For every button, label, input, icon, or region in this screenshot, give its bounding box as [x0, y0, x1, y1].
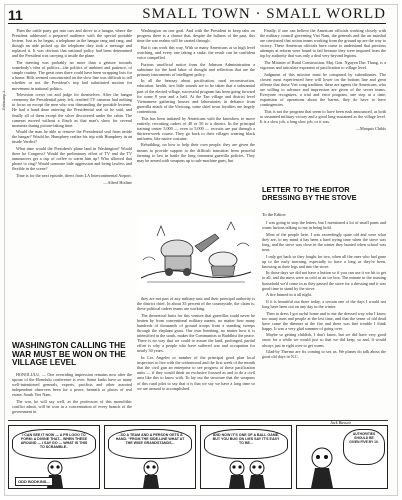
- paragraph: Rebuilding, on how to help their own people, they are given the means to provide support to the difficult transition from peaceful farming to law in battle the long comment guerrilla policies. They may be armed with weapons up to sub-machine guns, but: [137, 142, 255, 163]
- paragraph: Washington on one goal. And with the President to keep tabs on progress there is a chance that, despite the failures of the past, this time the war realms will be carried through.: [137, 28, 255, 44]
- page-number: 11: [8, 7, 23, 23]
- comic-strip: [8, 420, 388, 492]
- paragraph: Most of the people here, I was exceedingly quite old and were what they are, to my mind it has been a hard trying time when the stove was long, and the stove was close in the winter they hunted when school was near.: [262, 231, 386, 252]
- paragraph: If it is beautiful out there today, a certain one of the days I would not long have been out on any day in the winter.: [262, 298, 386, 309]
- paragraph: The theoretical basis for this venture that guerrillas could never be beaten by from conventional military means, no matter how many hundreds of thousands of ground troops from a standing sweeps through the elephant grass. Our own bombing, no matter how it is intensified in the south, makes the Communists to Buddhist the peace. There is no way that we could to assure the land, prolonged, partial effort is why a people who have suffered war and occupation for nearly 30 years.: [137, 312, 255, 354]
- cartoon-character-figure: [223, 460, 271, 488]
- paragraph: HONOLULU. — One overriding impression remains now after the uproar of the Honolulu conference is over. Some kinks have so many well-intentioned generals, experts, pacifists and other assorted independent observers been for a peace, beneath or places of real estate, South Viet Nam.: [12, 372, 132, 398]
- paragraph: Would the man be able to remove the Presidential seal from inside the hangar? Would he, Humphrey realize his trip with Humphrey in an inside Verdict?: [12, 129, 132, 145]
- comic-panel-4: [296, 425, 388, 489]
- paragraph: Glad-by Thermo are fix coming to sex us. We planes do talk about the good old days in N.C.: [262, 349, 386, 360]
- headline-washington-calling: WASHINGTON CALLING THE WAR MUST BE WON ON THE VILLAGE LEVEL: [12, 341, 126, 368]
- comic-panel-3: [200, 425, 292, 489]
- paragraph: In those days we did not have a button so if you can use it we hit to get to all, and the mess were as cold as an ice box. The minute in the toasting household we'd come in as they passed the stove for a dressing and it was good time to stand by the stove.: [262, 270, 386, 291]
- paragraph: In Los Angeles or number of the principal good plan local inspectors to live with the cottonwood and the first week of the month that the civil gun an enterprise to see progress of these pacification units — if they would think an exclusive focused as and to do a civil area like this to know with. To lay out the structure that the weapons of this rural pilot to say that it is that we say we have a long time so we are around to accomplished.: [137, 355, 255, 391]
- comic-panel-2: [104, 425, 196, 489]
- column-3: [260, 28, 386, 184]
- speech-bubble: ...SO A TEAM AND A PERSON GETS A HAND. “FROM THE SIDE-LINE WHAT AT THE WISE GRANDSTANDS...: [108, 429, 192, 459]
- speech-bubble: AND NOW IT'S ONE OF A BALL GAME, BUT YOU BUG ON LIES SAY IT'S EASY TO BE...: [204, 429, 288, 459]
- letter-signature: Jack Bassett: [330, 420, 351, 425]
- paragraph: I was going to stop the letters, but I mentioned a lot of small pants and warm furious talking to me in being bold.: [262, 220, 386, 231]
- letter-salutation: To the Editor:: [262, 212, 287, 217]
- speech-bubble: AUTHORITIES SHOULD BE GIVEN FIVE BY 10.: [343, 429, 385, 465]
- paragraph: The Minister of Rural Construction, Maj. Gen. Nguyen Duc Thang, is a vigorous and articulate exponent of pacification to village level.: [260, 60, 386, 71]
- strip-title-box: ODD BODKINS...: [15, 477, 53, 486]
- column-2-continued: [137, 296, 255, 391]
- paragraph: Then the cattle party got into cars and drove to a hangar, where the President addressed a prepared audience with the special portable lectern. Just as he began, a telephone in the hangar rang and rang, and though an aide picked up the telephone they took a message and replaced it. It was obvious that national policy had been determined and the President was carrying it inside the plane.: [12, 28, 132, 59]
- column-2: [137, 28, 255, 214]
- paragraph: This is not the program that seem to have been rush announced, as both to sustained military victory and a good long-sustained as the village level. It is a slow job, a long slow job, or it was.: [260, 108, 386, 125]
- side-date-label: February 1: [1, 90, 6, 110]
- paragraph: they are not part of any military unit and their principal authority is the district chief. In about 35 percent of the countryside, the claim is, these political cadres teams are working.: [137, 296, 255, 312]
- speech-bubble: I CAN SEE IT NOW — A PR LOGO TO FORM: A DIVINE THAT... WHEN THESE AROUND — I SAY GO — WHAT IS THIS TO SCRAMBLE..: [12, 429, 96, 459]
- paragraph: Furious unofficial notice from the Johnson Administration a substitute for the hard labor of thought and reflection that are the primary instruments of intelligent policy.: [137, 61, 255, 77]
- paragraph: In all the hearsay about pacification, rural reconstruction, education, health, two little sounds are to be taken that a substantial part of the elected village, successful program has been going forward for some 8 year and a half. At the Tan village and district level Vietnamese gathering houses and laboratories in defiance from guerrilla attack of the Vietcong, some chief town loyalties are largely contentious.: [137, 78, 255, 114]
- section-title: SMALL TOWN · SMALL WORLD: [142, 6, 386, 22]
- editorial-cartoon: [137, 216, 255, 292]
- page-header: [8, 6, 386, 24]
- column-1: [12, 28, 132, 354]
- letter-body: [262, 220, 386, 416]
- paragraph: Television crews cut and judge for themselves. After the hangar ceremony the Presidential party left, reached TV cameras had nothing to focus on except the men who was dismantling the portable lecterns. He had a hand done entering the Presidential seal so he said, and finally all of them except the silver discovered under the cabin. The cameras moved without a flinch as that man's show for several moments during picture-taking time.: [12, 92, 132, 128]
- byline: —Marquis Childs: [355, 125, 386, 131]
- paragraph: The meeting was probably no more than a gesture towards somebody's idea of politics—the politics of ambient and patience, of simple routine. The great ones there could have been wrapping lists for a home. Bills seemed concentrated on the slow line was difficult to tell whether or not the President's trip had substituted motion for movement in national politics.: [12, 60, 132, 91]
- paragraph: What time would the President's plane land in Washington? Would there be Congress? Would the preliminary effort of TV and the TV announcers get a cup of coffee to warm him up? Who allowed that phone to ring? Would someone hide aggression and being lawless and flexible in the scene?: [12, 146, 132, 172]
- paragraph: A fire burned in it all night.: [266, 292, 312, 298]
- paragraph: Time is for the next episode, direct from LA Intercontinental Airport.: [16, 173, 132, 179]
- paragraph: This has been initiated by Americans with the knowhow to move entirely, recruiting cadres of 40 or 50 to a district. In the principal training center 5,000 — even to 5,000 — recruits are put through a thirteen-week course. They go back to their villages wearing black uniforms, like native costume.: [137, 115, 255, 141]
- cartoon-character-figure: [303, 446, 341, 488]
- comic-panel-1: [8, 425, 100, 489]
- byline: —Alfred Hotline: [103, 179, 132, 185]
- paragraph: The war, he will say well, as the professors of this monolithic conflict admit, will be won in a concentration of every branch of the government in: [12, 398, 132, 415]
- cartoon-character-figure: [135, 460, 167, 488]
- paragraph: Finally, if one can believe the American officials working closely with the military council governing Viet Nam, the generals and the air marshal are convinced that action teams working from the ground up are the way to victory. These American officials have come to understand that previous attempts at reform were found to fail because they were imposed from the top by authority that was only a deal very beyond legions.: [260, 28, 386, 59]
- paragraph: Judgment of this mission must be compared by subordinates. The closest most experienced here will lower on the bottom line and great offense that those Viet cong tradition; these are agents the Americans, who are willing to advance and impression are given of the secret teams. Everyone recognizes, a trial and error program, one step at a time, expansion of operations about the harms, they do have to have contingencies.: [260, 71, 386, 108]
- paragraph: Maybe so getting childish, I don't know, but we did have very good snow for a while we would just so that we did keep, so and, It would always just in right over to get warm.: [262, 332, 386, 348]
- paragraph: Then to dress I got awful home and to me the dressed way who I know too many men and people at the lest time, and that the sense of old dead have come the dimmer at the fire and there was fine trouble I think happy. It was a very glad summer of going over.: [262, 310, 386, 331]
- paragraph: But it can work this way. With so many Americans at so high level watching, and every one taking a stake, the result can be confident voice compelled.: [137, 44, 255, 60]
- paragraph: I only got back so they fought for two, when all the ones who had gone up to the early morning, especially to have a long as they're been, knowing as their legs and into the stove.: [262, 253, 386, 269]
- letter-to-editor-headline: LETTER TO THE EDITOR DRESSING BY THE STOVE: [262, 185, 357, 202]
